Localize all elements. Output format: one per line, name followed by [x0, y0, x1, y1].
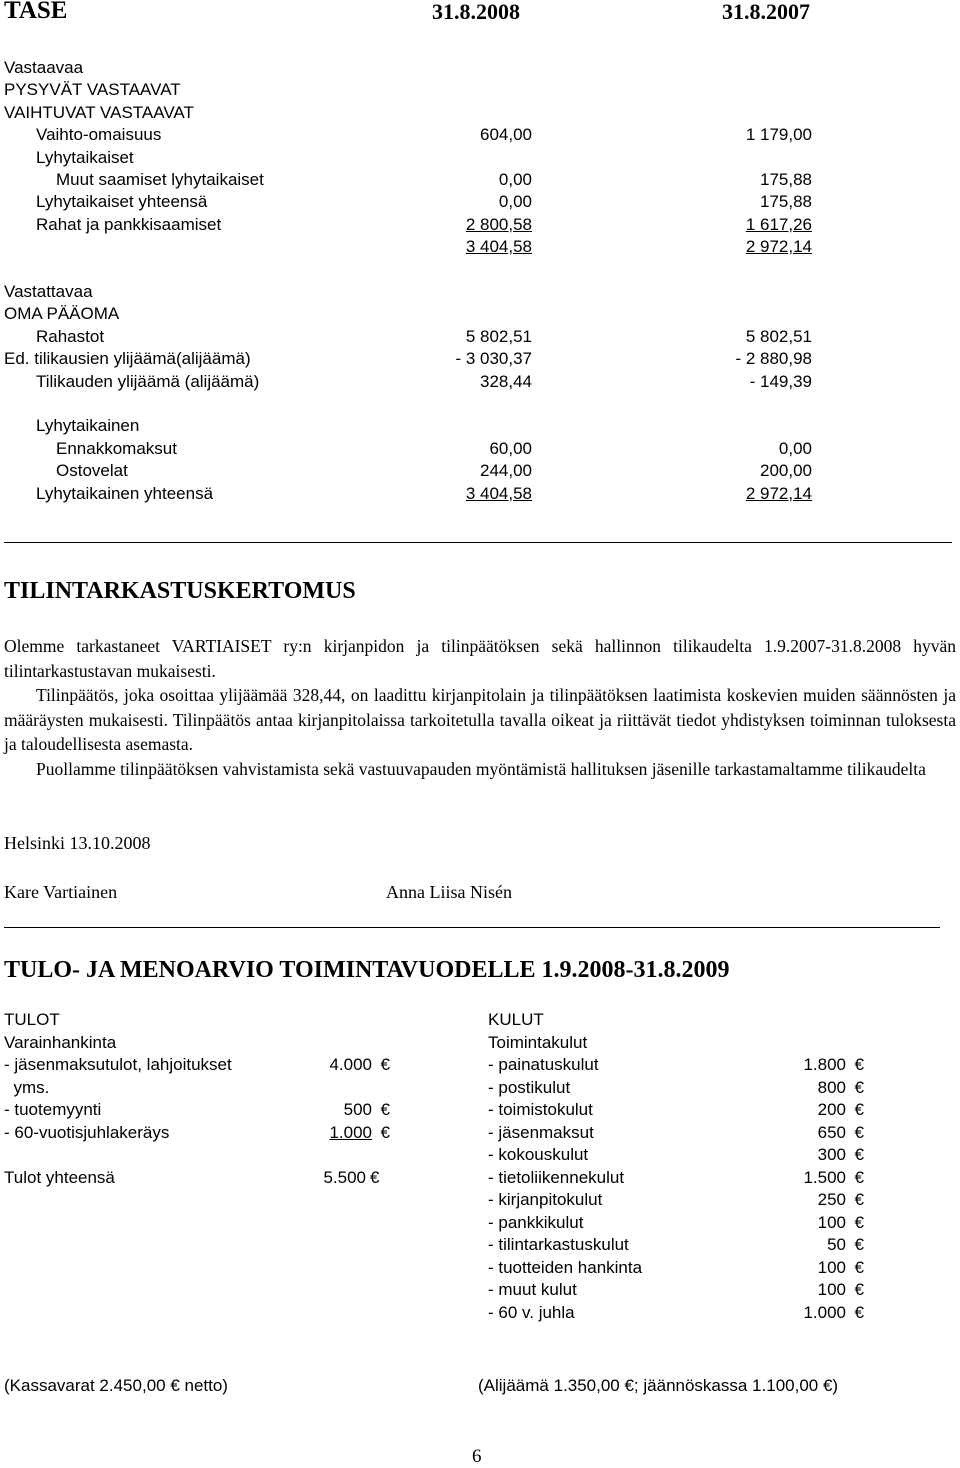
euro-sign: €: [370, 1168, 380, 1187]
balance-value-2007: 2 972,14: [745, 237, 812, 257]
balance-value-2008: 3 404,58: [465, 237, 532, 257]
balance-value-2008: 3 404,58: [465, 483, 532, 503]
income-heading: TULOT: [4, 1010, 60, 1029]
balance-value-2008: - 3 030,37: [455, 349, 532, 369]
place-date: Helsinki 13.10.2008: [4, 833, 151, 853]
euro-sign: €: [854, 1280, 864, 1299]
balance-value-2007: 0,00: [778, 438, 812, 458]
expense-item-label: - toimistokulut: [488, 1100, 593, 1119]
expense-item-label: - pankkikulut: [488, 1212, 584, 1232]
expense-heading: KULUT: [488, 1010, 544, 1029]
income-item-label: - tuotemyynti: [4, 1100, 102, 1120]
balance-row-label: Muut saamiset lyhytaikaiset: [56, 170, 264, 189]
euro-sign: €: [854, 1077, 864, 1097]
expense-item-value: [740, 1123, 864, 1143]
balance-value-2008: 244,00: [480, 461, 532, 481]
balance-value-2007: 1 617,26: [745, 214, 812, 234]
audit-text: [4, 634, 956, 781]
balance-value-2008: 328,44: [480, 371, 532, 391]
income-total-label: Tulot yhteensä: [4, 1168, 115, 1187]
section-divider: [4, 542, 952, 543]
income-amount: 500: [343, 1100, 372, 1120]
signer-1: Kare Vartiainen: [4, 882, 118, 902]
euro-sign: €: [854, 1302, 864, 1322]
audit-paragraph-1: Olemme tarkastaneet VARTIAISET ry:n kirjanpidon ja tilinpäätöksen sekä hallinnon tilikaudelta 1.9.2007-31.8.2008 hyvän tilintarkastustavan mukaisesti.: [4, 636, 956, 681]
expense-amount: 100: [817, 1257, 846, 1277]
income-item-value: [290, 1123, 390, 1143]
expense-item-label: - kokouskulut: [488, 1145, 589, 1164]
income-item-label: - 60-vuotisjuhlakeräys: [4, 1122, 170, 1142]
euro-sign: €: [380, 1055, 390, 1074]
balance-row-label: Lyhytaikaiset: [36, 147, 134, 167]
income-item-value: [290, 1100, 390, 1120]
expense-item-label: - painatuskulut: [488, 1055, 599, 1074]
expense-item-value: [740, 1190, 864, 1210]
balance-row-label: Rahastot: [36, 326, 105, 346]
balance-value-2008: 0,00: [498, 192, 532, 212]
expense-amount: 1.800: [803, 1055, 846, 1074]
expense-item-value: [740, 1280, 864, 1300]
balance-value-2008: 604,00: [480, 125, 532, 145]
signature-divider: [4, 927, 940, 928]
income-amount: 1.000: [329, 1122, 372, 1142]
euro-sign: €: [854, 1190, 864, 1209]
expense-item-value: [740, 1258, 864, 1278]
balance-row-label: Tilikauden ylijäämä (alijäämä): [36, 371, 260, 391]
expense-item-label: - tilintarkastuskulut: [488, 1235, 629, 1254]
expense-amount: 1.000: [803, 1302, 846, 1322]
balance-value-2007: - 2 880,98: [735, 349, 812, 369]
expense-item-value: [740, 1055, 864, 1075]
balance-row-label: Lyhytaikainen: [36, 416, 140, 436]
euro-sign: €: [854, 1122, 864, 1142]
expense-item-value: [740, 1213, 864, 1233]
budget-note-left: (Kassavarat 2.450,00 € netto): [4, 1376, 228, 1395]
income-amount: 4.000: [329, 1055, 372, 1074]
euro-sign: €: [854, 1212, 864, 1232]
budget-note-right: (Alijäämä 1.350,00 €; jäännöskassa 1.100,00 €): [478, 1376, 839, 1395]
balance-row-label: PYSYVÄT VASTAAVAT: [4, 80, 181, 100]
expense-amount: 200: [817, 1100, 846, 1119]
balance-value-2008: 2 800,58: [465, 214, 532, 234]
expense-amount: 650: [817, 1122, 846, 1142]
expense-item-value: [740, 1078, 864, 1098]
audit-paragraph-2: Tilinpäätös, joka osoittaa ylijäämää 328,44, on laadittu kirjanpitolain ja tilinpäätöksen laatimista koskevien muiden säännösten ja määräysten mukaisesti. Tilinpäätös antaa kirjanpitolaissa tarkoitetulla tavalla oikeat ja riittävät tiedot yhdistyksen toiminnan tuloksesta ja taloudellisesta asemasta.: [4, 685, 956, 754]
euro-sign: €: [380, 1122, 390, 1142]
income-item-label: yms.: [4, 1077, 50, 1097]
balance-value-2008: 0,00: [498, 170, 532, 189]
balance-row-label: OMA PÄÄOMA: [4, 304, 120, 324]
expense-item-label: - tietoliikennekulut: [488, 1167, 625, 1187]
income-item-label: - jäsenmaksutulot, lahjoitukset: [4, 1055, 232, 1074]
euro-sign: €: [854, 1145, 864, 1164]
balance-title: TASE: [4, 0, 68, 24]
balance-row-label: Rahat ja pankkisaamiset: [36, 214, 222, 234]
balance-value-2008: 5 802,51: [465, 326, 532, 346]
balance-row-label: Vastaavaa: [4, 58, 84, 77]
expense-amount: 300: [817, 1145, 846, 1164]
expense-amount: 100: [817, 1280, 846, 1299]
expense-item-value: [740, 1168, 864, 1188]
expense-amount: 100: [817, 1212, 846, 1232]
euro-sign: €: [854, 1257, 864, 1277]
balance-row-label: Vaihto-omaisuus: [36, 125, 162, 145]
euro-sign: €: [854, 1100, 864, 1119]
balance-value-2007: 175,88: [760, 192, 812, 212]
balance-row-label: Ostovelat: [56, 461, 128, 481]
balance-row-label: Lyhytaikainen yhteensä: [36, 483, 214, 503]
balance-col2-header: 31.8.2007: [722, 0, 810, 24]
euro-sign: €: [854, 1055, 864, 1074]
expense-item-label: - muut kulut: [488, 1280, 577, 1299]
balance-col1-header: 31.8.2008: [432, 0, 520, 24]
balance-value-2007: - 149,39: [749, 371, 812, 391]
expense-item-label: - tuotteiden hankinta: [488, 1257, 643, 1277]
page-number: 6: [472, 1446, 482, 1467]
balance-value-2007: 1 179,00: [745, 125, 812, 145]
balance-row-label: Vastattavaa: [4, 282, 93, 301]
euro-sign: €: [854, 1235, 864, 1254]
income-subheading: Varainhankinta: [4, 1033, 117, 1052]
balance-value-2007: 5 802,51: [745, 326, 812, 346]
balance-row-label: Lyhytaikaiset yhteensä: [36, 192, 208, 212]
audit-title: TILINTARKASTUSKERTOMUS: [4, 578, 356, 604]
expense-item-label: - postikulut: [488, 1077, 571, 1097]
expense-amount: 250: [817, 1190, 846, 1209]
expense-item-label: - 60 v. juhla: [488, 1302, 575, 1322]
budget-title: TULO- JA MENOARVIO TOIMINTAVUODELLE 1.9.2008-31.8.2009: [4, 957, 730, 983]
expense-subheading: Toimintakulut: [488, 1033, 588, 1052]
balance-row-label: Ed. tilikausien ylijäämä(alijäämä): [4, 349, 251, 369]
balance-value-2007: 2 972,14: [745, 483, 812, 503]
expense-amount: 1.500: [803, 1167, 846, 1187]
expense-amount: 50: [827, 1235, 846, 1254]
balance-value-2007: 200,00: [760, 461, 812, 481]
euro-sign: €: [380, 1100, 390, 1120]
euro-sign: €: [854, 1167, 864, 1187]
expense-amount: 800: [817, 1077, 846, 1097]
expense-item-value: [740, 1235, 864, 1255]
income-item-value: [290, 1055, 390, 1075]
balance-row-label: VAIHTUVAT VASTAAVAT: [4, 102, 194, 122]
expense-item-label: - jäsenmaksut: [488, 1122, 594, 1142]
balance-row-label: Ennakkomaksut: [56, 438, 177, 458]
expense-item-value: [740, 1100, 864, 1120]
income-total-value: 5.500: [323, 1168, 366, 1187]
expense-item-value: [740, 1145, 864, 1165]
balance-value-2007: 175,88: [760, 170, 812, 189]
signer-2: Anna Liisa Nisén: [386, 882, 512, 902]
expense-item-value: [740, 1303, 864, 1323]
audit-paragraph-3: Puollamme tilinpäätöksen vahvistamista sekä vastuuvapauden myöntämistä hallituksen jäsenille tarkastamaltamme tilikaudelta: [36, 758, 926, 779]
balance-value-2008: 60,00: [489, 438, 532, 458]
expense-item-label: - kirjanpitokulut: [488, 1190, 603, 1209]
